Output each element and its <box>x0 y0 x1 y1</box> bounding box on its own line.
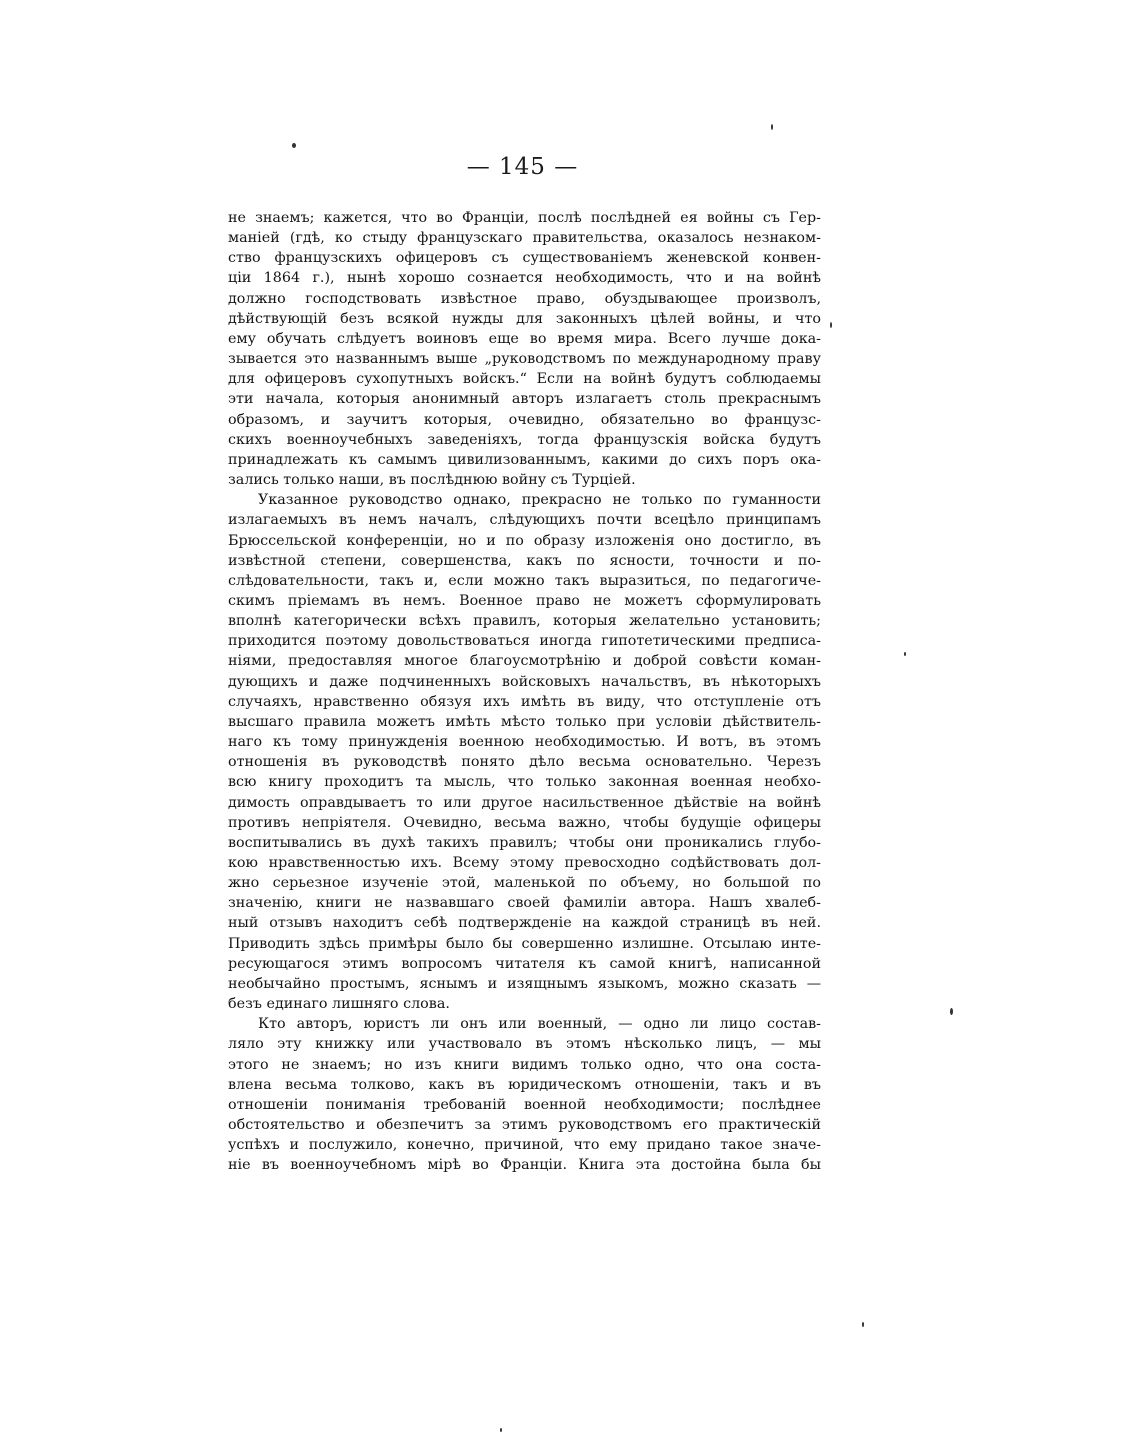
text-line: значенію, книги не назвавшаго своей фамиліи автора. Нашъ хвалеб- <box>228 895 821 912</box>
text-line: ему обучать слѣдуетъ воиновъ еще во время мира. Всего лучше дока- <box>228 330 821 347</box>
text-line: не знаемъ; кажется, что во Франціи, послѣ послѣдней ея войны съ Гер- <box>228 210 821 226</box>
text-line: дующихъ и даже подчиненныхъ войсковыхъ начальствъ, въ нѣкоторыхъ <box>228 673 821 690</box>
text-line: ство французскихъ офицеровъ съ существованіемъ женевской конвен- <box>228 250 821 267</box>
text-line: эти начала, которыя анонимный авторъ излагаетъ столь прекраснымъ <box>228 391 821 408</box>
text-line: для офицеровъ сухопутныхъ войскъ.“ Если на войнѣ будутъ соблюдаемы <box>228 371 821 388</box>
paragraph-1 <box>228 208 821 490</box>
text-line: Приводить здѣсь примѣры было бы совершенно излишне. Отсылаю инте- <box>228 935 821 952</box>
text-line: должно господствовать извѣстное право, обуздывающее произволъ, <box>228 290 821 307</box>
text-line: этого не знаемъ; но изъ книги видимъ только одно, что она соста- <box>228 1056 821 1073</box>
text-line: ніе въ военноучебномъ мірѣ во Франціи. Книга эта достойна была бы <box>228 1157 821 1174</box>
text-line: ресующагося этимъ вопросомъ читателя къ самой книгѣ, написанной <box>228 955 821 972</box>
body-text <box>228 208 821 1176</box>
text-line: высшаго правила можетъ имѣть мѣсто только при условіи дѣйствитель- <box>228 713 821 730</box>
text-line: случаяхъ, нравственно обязуя ихъ имѣть въ виду, что отступленіе отъ <box>228 693 821 710</box>
text-line: ный отзывъ находитъ себѣ подтвержденіе на каждой страницѣ въ ней. <box>228 915 821 932</box>
text-line: скимъ пріемамъ въ немъ. Военное право не можетъ сформулировать <box>228 592 821 609</box>
text-line: вполнѣ категорически всѣхъ правилъ, которыя желательно установить; <box>228 613 821 630</box>
text-line: кою нравственностью ихъ. Всему этому превосходно содѣйствовать дол- <box>228 855 821 871</box>
text-line: необычайно простымъ, яснымъ и изящнымъ языкомъ, можно сказать — <box>228 975 821 992</box>
text-line: успѣхъ и послужило, конечно, причиной, что ему придано такое значе- <box>228 1137 821 1154</box>
text-line: Указанное руководство однако, прекрасно не только по гуманности <box>258 492 821 509</box>
text-line: маніей (гдѣ, ко стыду французскаго правительства, оказалось незнаком- <box>228 230 821 247</box>
text-line: излагаемыхъ въ немъ началъ, слѣдующихъ почти всецѣло принципамъ <box>228 512 821 529</box>
print-speck <box>862 1322 864 1327</box>
print-speck <box>830 322 832 328</box>
text-line: отношеніи пониманія требованій военной необходимости; послѣднее <box>228 1096 821 1113</box>
text-line: всю книгу проходитъ та мысль, что только законная военная необхо- <box>228 774 821 791</box>
text-line: ляло эту книжку или участвовало въ этомъ нѣсколько лицъ, — мы <box>228 1036 821 1053</box>
text-line: ціи 1864 г.), нынѣ хорошо сознается необходимость, что и на войнѣ <box>228 270 821 287</box>
text-line: димость оправдываетъ то или другое насильственное дѣйствіе на войнѣ <box>228 794 821 811</box>
text-line: наго къ тому принужденія военною необходимостью. И вотъ, въ этомъ <box>228 734 821 751</box>
text-line: противъ непріятеля. Очевидно, весьма важно, чтобы будущіе офицеры <box>228 814 821 831</box>
print-speck <box>292 143 296 148</box>
text-line: образомъ, и заучитъ которыя, очевидно, обязательно во французс- <box>228 411 821 428</box>
paragraph-2 <box>228 490 821 1014</box>
text-line: безъ единаго лишняго слова. <box>228 996 450 1013</box>
text-line: зались только наши, въ послѣднюю войну съ Турціей. <box>228 472 636 489</box>
text-line: обстоятельство и обезпечитъ за этимъ руководствомъ его практическій <box>228 1117 821 1134</box>
text-line: извѣстной степени, совершенства, какъ по ясности, точности и по- <box>228 552 821 569</box>
print-speck <box>950 1008 953 1015</box>
print-speck <box>771 124 773 130</box>
text-line: воспитывались въ духѣ такихъ правилъ; чтобы они проникались глубо- <box>228 834 821 851</box>
text-line: слѣдовательности, такъ и, если можно такъ выразиться, по педагогиче- <box>228 572 821 589</box>
print-speck <box>904 652 906 656</box>
text-line: Кто авторъ, юристъ ли онъ или военный, — одно ли лицо состав- <box>258 1016 821 1033</box>
page-number: — 145 — <box>466 154 579 180</box>
paragraph-3 <box>228 1014 821 1175</box>
text-line: принадлежать къ самымъ цивилизованнымъ, какими до сихъ поръ ока- <box>228 451 821 468</box>
text-line: отношенія въ руководствѣ понято дѣло весьма основательно. Черезъ <box>228 754 821 771</box>
text-line: скихъ военноучебныхъ заведеніяхъ, тогда французскія войска будутъ <box>228 431 821 448</box>
print-speck <box>500 1428 502 1432</box>
text-line: Брюссельской конференціи, но и по образу изложенія оно достигло, въ <box>228 532 821 549</box>
text-line: зывается это названнымъ выше „руководствомъ по международному праву <box>228 351 821 368</box>
text-line: ніями, предоставляя многое благоусмотрѣнію и доброй совѣсти коман- <box>228 653 821 670</box>
text-line: влена весьма толково, какъ въ юридическомъ отношеніи, такъ и въ <box>228 1076 821 1093</box>
text-line: приходится поэтому довольствоваться иногда гипотетическими предписа- <box>228 633 821 650</box>
text-line: дѣйствующій безъ всякой нужды для законныхъ цѣлей войны, и что <box>228 310 821 327</box>
text-line: жно серьезное изученіе этой, маленькой по объему, но большой по <box>228 875 821 892</box>
